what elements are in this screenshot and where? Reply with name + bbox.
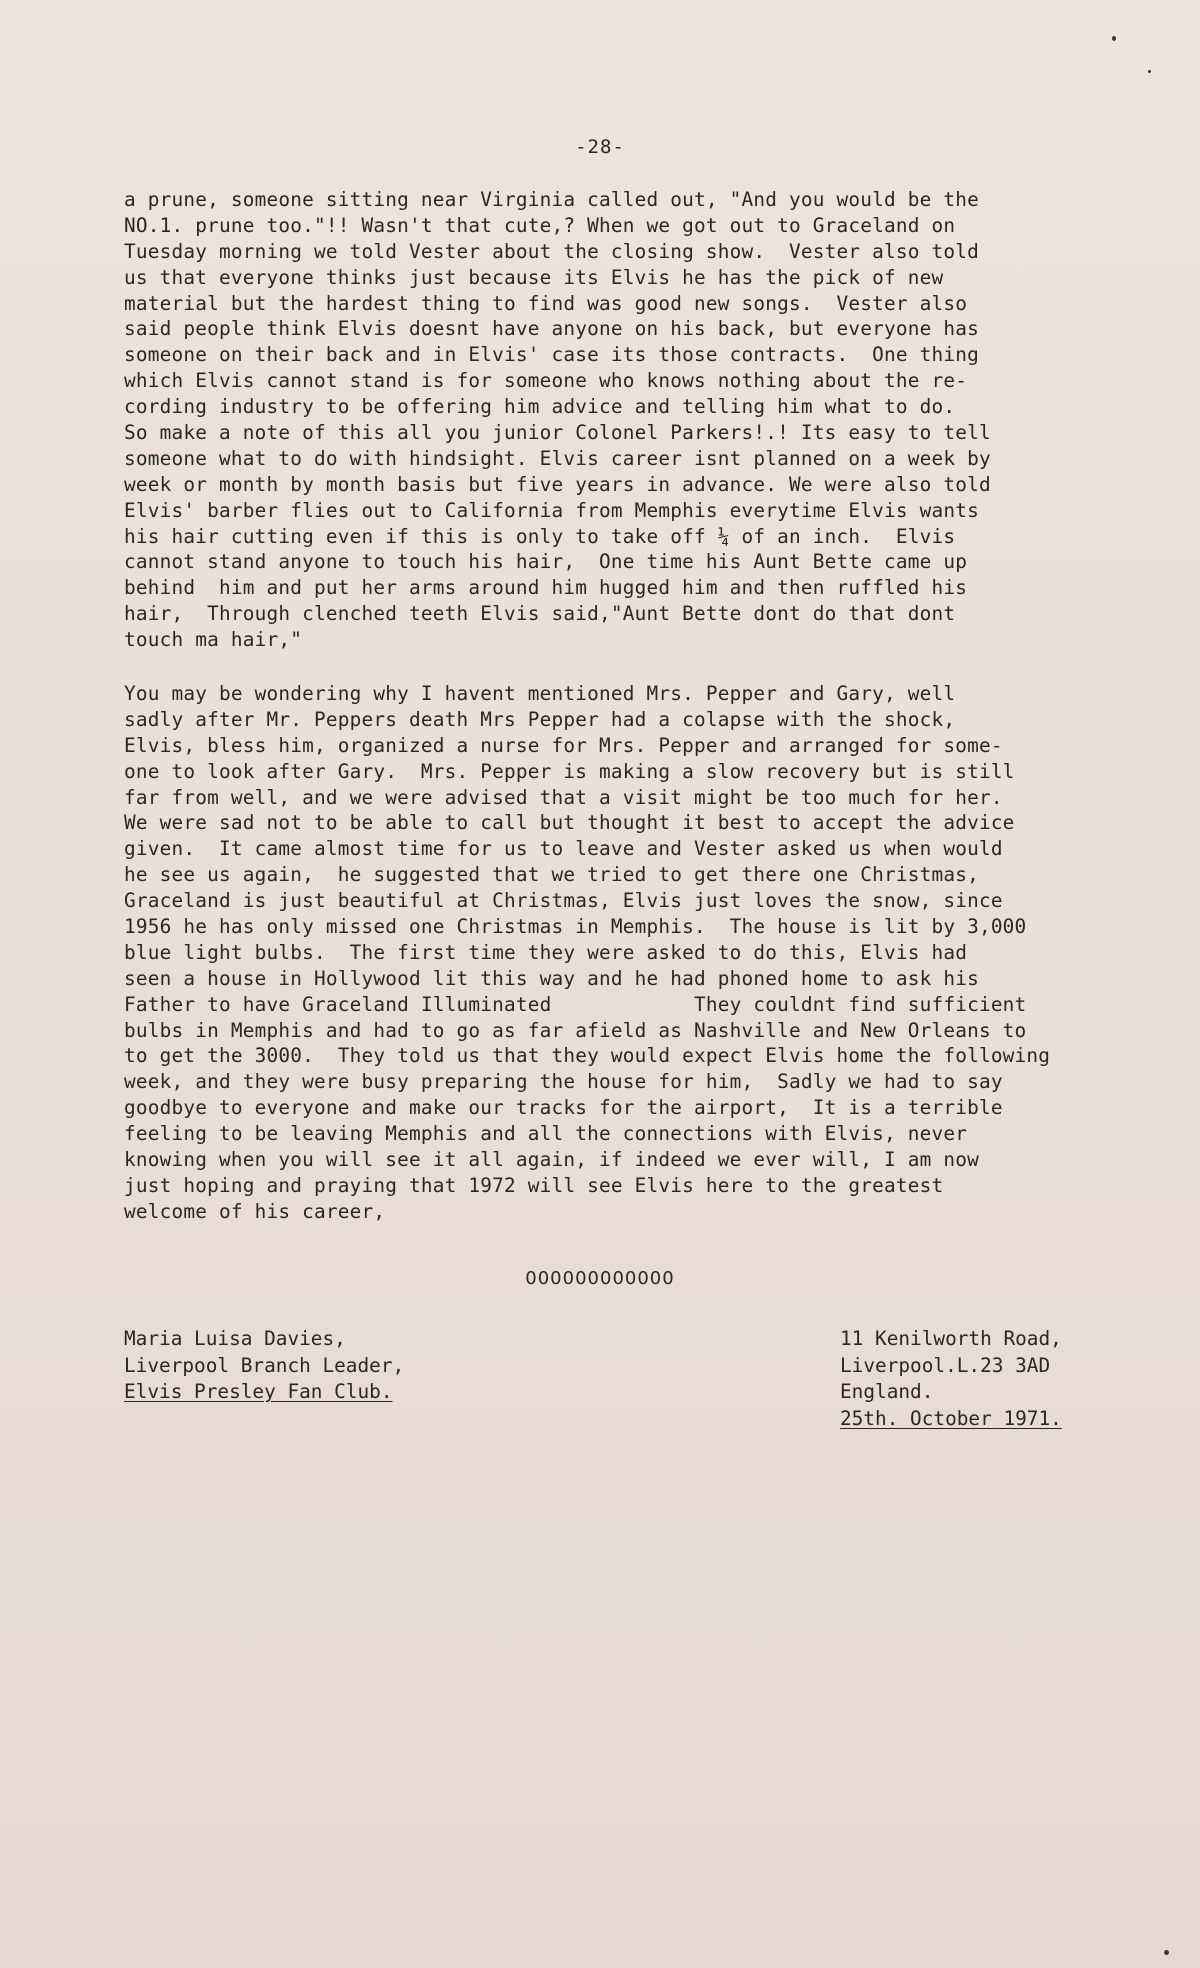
text-line: sadly after Mr. Peppers death Mrs Pepper had a colapse with the shock,	[124, 707, 956, 731]
address-street: 11 Kenilworth Road,	[840, 1327, 1062, 1350]
text-line: So make a note of this all you junior Colonel Parkers!.! Its easy to tell	[124, 421, 991, 445]
address-city: Liverpool.L.23 3AD	[840, 1353, 1051, 1377]
text-line: Elvis' barber flies out to California from Memphis everytime Elvis wants	[124, 498, 979, 522]
text-line: just hoping and praying that 1972 will see Elvis here to the greatest	[124, 1173, 944, 1197]
fan-club-name: Elvis Presley Fan Club.	[124, 1380, 393, 1403]
paper-speck	[1164, 1950, 1169, 1955]
text-line: said people think Elvis doesnt have anyone on his back, but everyone has	[124, 317, 979, 341]
text-line: NO.1. prune too."!! Wasn't that cute,? When we got out to Graceland on	[124, 213, 956, 237]
text-line: goodbye to everyone and make our tracks for the airport, It is a terrible	[124, 1096, 1003, 1120]
author-title: Liverpool Branch Leader,	[124, 1353, 405, 1377]
text-line: blue light bulbs. The first time they were asked to do this, Elvis had	[124, 940, 968, 964]
text-line: Graceland is just beautiful at Christmas, Elvis just loves the snow, since	[124, 889, 1003, 913]
separator-line: 000000000000	[525, 1268, 675, 1289]
signature-block	[124, 1326, 404, 1406]
address-country: England.	[840, 1380, 934, 1403]
page-number: -28-	[575, 136, 625, 158]
text-line: one to look after Gary. Mrs. Pepper is making a slow recovery but is still	[124, 759, 1015, 783]
text-line: 1956 he has only missed one Christmas in Memphis. The house is lit by 3,000	[124, 915, 1027, 939]
text-line: which Elvis cannot stand is for someone who knows nothing about the re-	[124, 369, 968, 393]
text-line: us that everyone thinks just because its Elvis he has the pick of new	[124, 265, 944, 289]
text-line: behind him and put her arms around him hugged him and then ruffled his	[124, 576, 968, 600]
text-line: given. It came almost time for us to leave and Vester asked us when would	[124, 837, 1003, 861]
text-line: Tuesday morning we told Vester about the closing show. Vester also told	[124, 239, 979, 263]
text-line: cording industry to be offering him advice and telling him what to do.	[124, 395, 956, 419]
text-line: he see us again, he suggested that we tried to get there one Christmas,	[124, 863, 979, 887]
text-line: week, and they were busy preparing the house for him, Sadly we had to say	[124, 1070, 1003, 1094]
text-line: cannot stand anyone to touch his hair, One time his Aunt Bette came up	[124, 550, 968, 574]
text-line: someone on their back and in Elvis' case its those contracts. One thing	[124, 343, 979, 367]
text-line: Elvis, bless him, organized a nurse for Mrs. Pepper and arranged for some-	[124, 733, 1003, 757]
text-line: You may be wondering why I havent mentioned Mrs. Pepper and Gary, well	[124, 682, 956, 705]
text-line: material but the hardest thing to find was good new songs. Vester also	[124, 291, 968, 315]
text-line: far from well, and we were advised that a visit might be too much for her.	[124, 785, 1003, 809]
text-line: Father to have Graceland Illuminated They couldnt find sufficient	[124, 992, 1027, 1016]
text-line: hair, Through clenched teeth Elvis said,"Aunt Bette dont do that dont	[124, 602, 956, 626]
paragraph-pepper-christmas	[124, 681, 1184, 1225]
paper-speck	[1148, 70, 1151, 73]
paragraph-graceland-visit	[124, 187, 1184, 653]
text-line: touch ma hair,"	[124, 628, 303, 652]
text-line: We were sad not to be able to call but thought it best to accept the advice	[124, 811, 1015, 835]
paper-speck	[1112, 36, 1116, 41]
text-line: week or month by month basis but five years in advance. We were also told	[124, 472, 991, 496]
text-line: his hair cutting even if this is only to take off ¼ of an inch. Elvis	[124, 524, 956, 548]
text-line: to get the 3000. They told us that they would expect Elvis home the following	[124, 1044, 1051, 1068]
text-line: knowing when you will see it all again, if indeed we ever will, I am now	[124, 1148, 979, 1172]
author-name: Maria Luisa Davies,	[124, 1327, 346, 1350]
letter-date: 25th. October 1971.	[840, 1406, 1062, 1430]
text-line: bulbs in Memphis and had to go as far afield as Nashville and New Orleans to	[124, 1018, 1027, 1042]
text-line: seen a house in Hollywood lit this way and he had phoned home to ask his	[124, 966, 979, 990]
address-block	[840, 1326, 1062, 1432]
text-line: welcome of his career,	[124, 1199, 386, 1223]
text-line: someone what to do with hindsight. Elvis career isnt planned on a week by	[124, 446, 991, 470]
text-line: a prune, someone sitting near Virginia called out, "And you would be the	[124, 188, 979, 211]
text-line: feeling to be leaving Memphis and all the connections with Elvis, never	[124, 1122, 968, 1146]
